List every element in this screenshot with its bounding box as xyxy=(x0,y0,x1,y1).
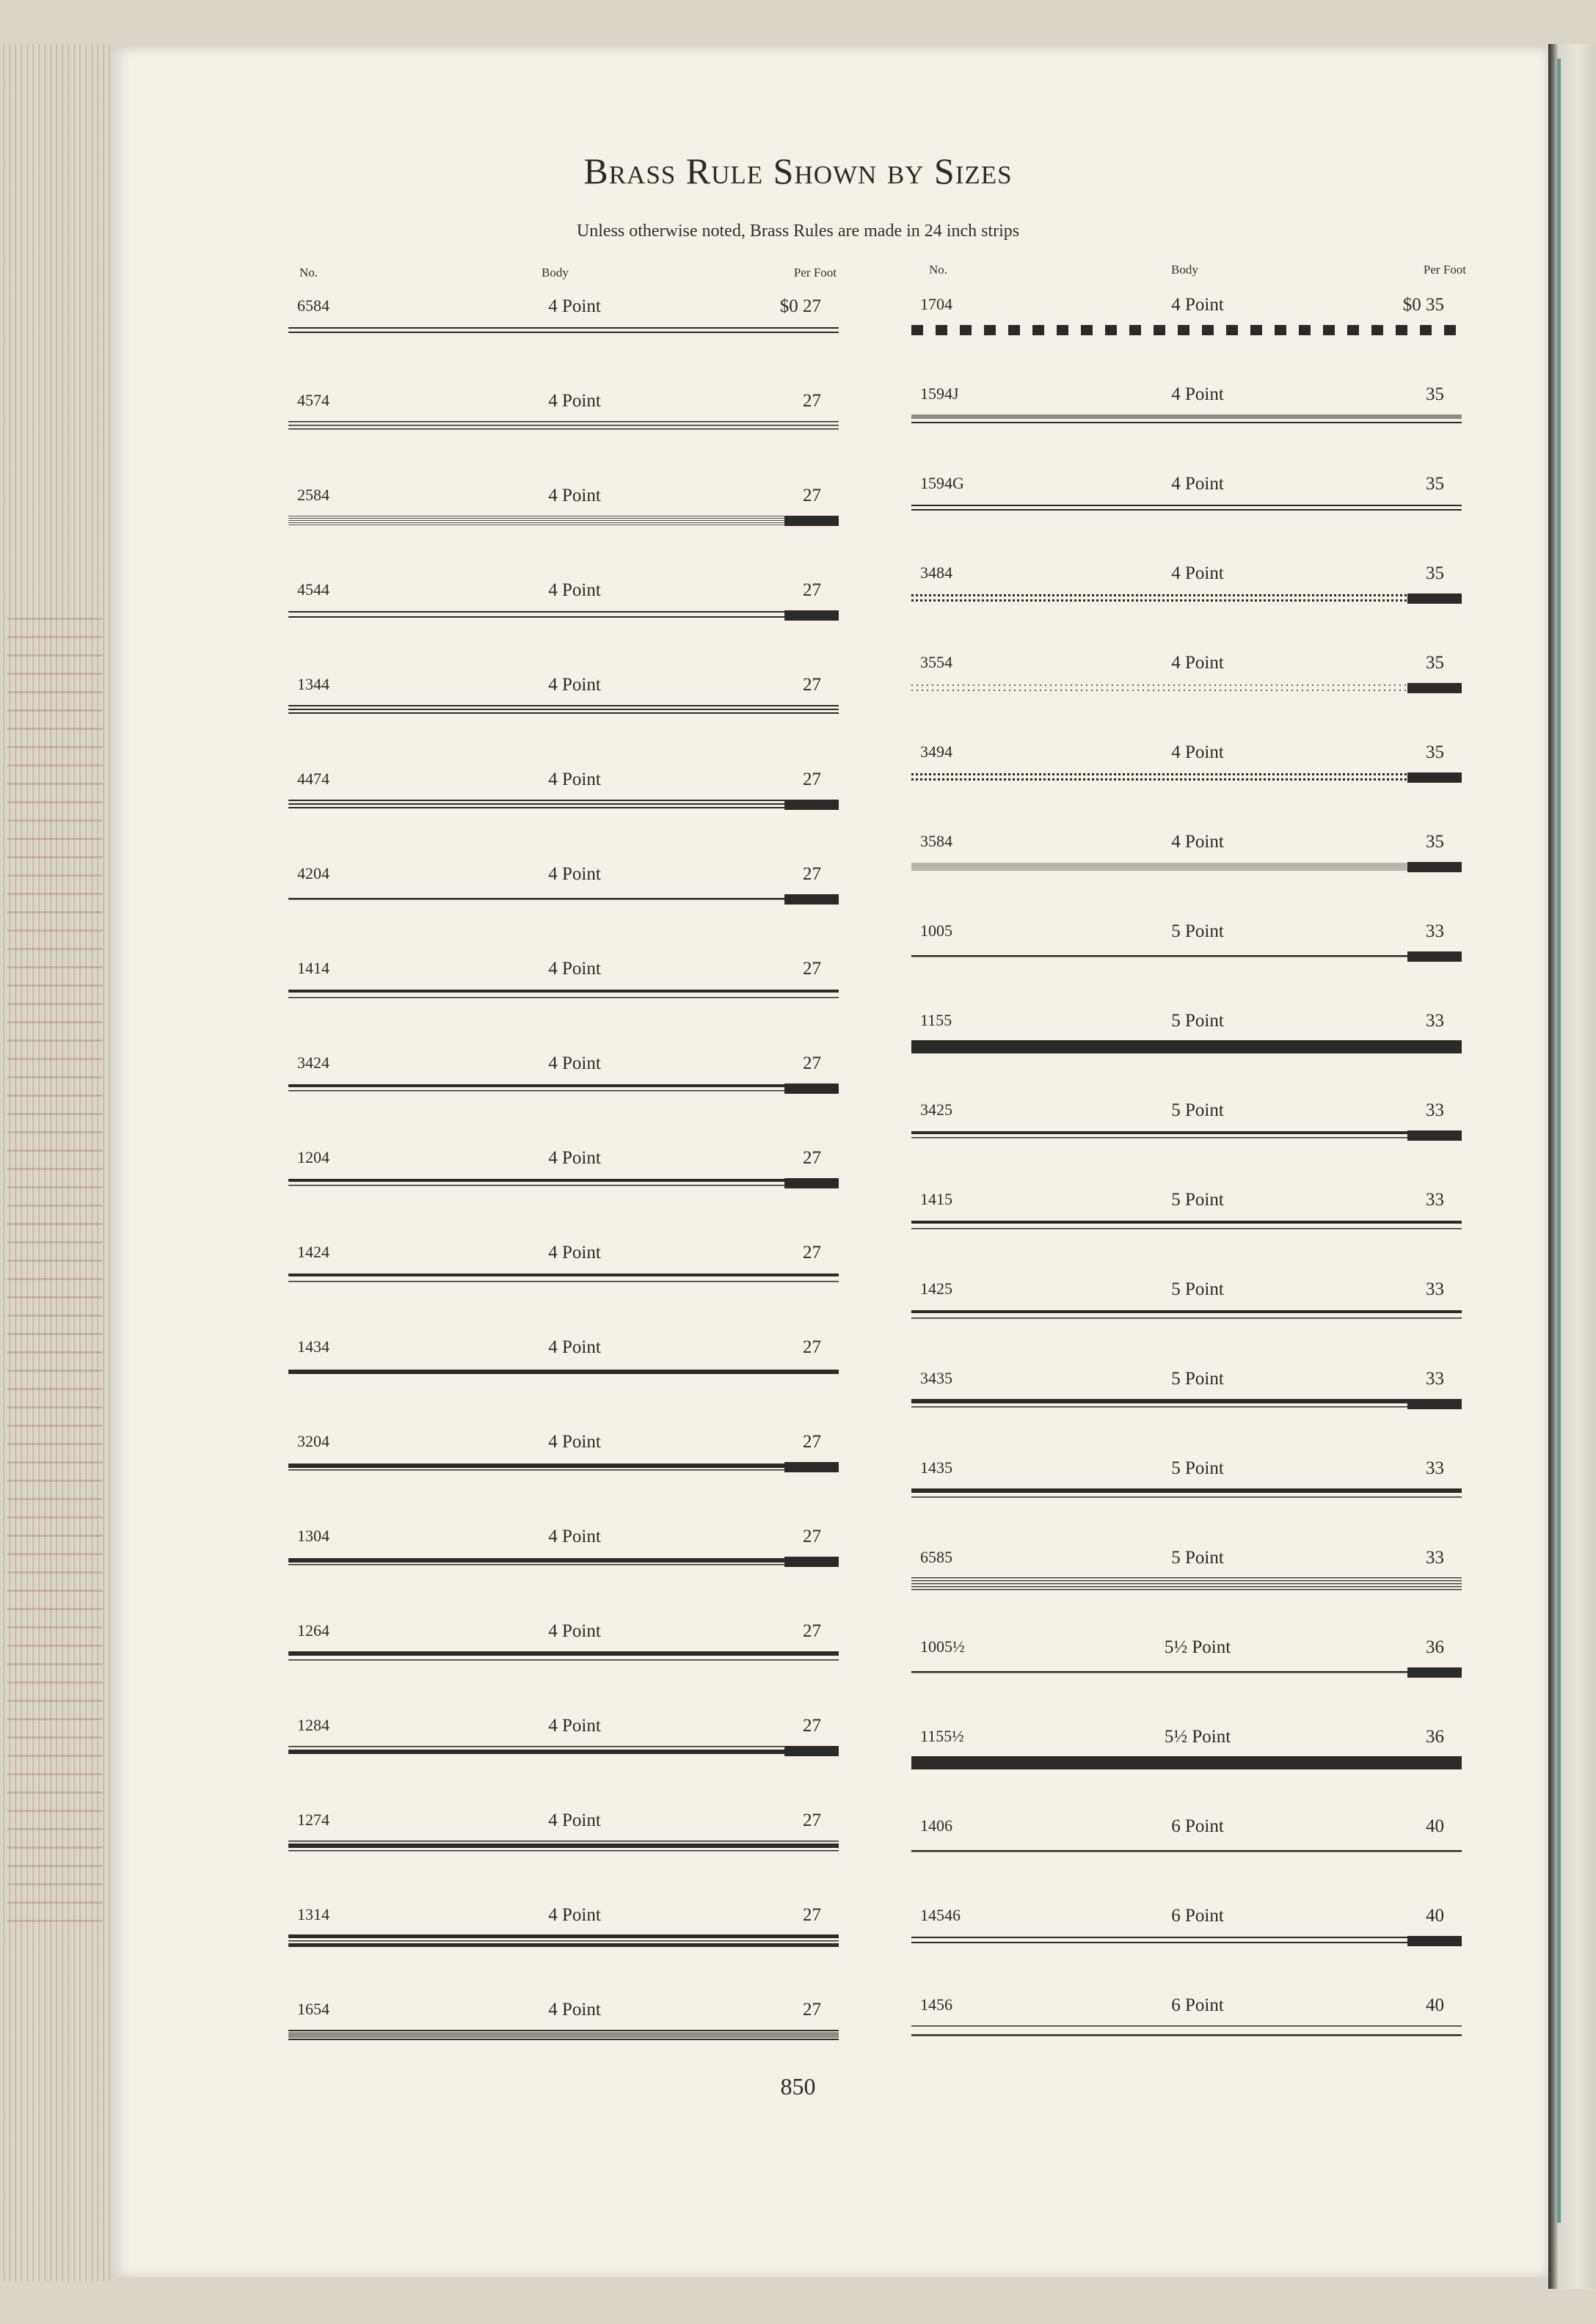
brass-rule-sample xyxy=(911,860,1462,876)
rule-body-size: 5 Point xyxy=(1171,1458,1224,1478)
rule-price-per-foot: 27 xyxy=(803,1716,821,1736)
rule-body-size: 5 Point xyxy=(1171,921,1224,941)
brass-rule-sample xyxy=(288,2028,839,2044)
rule-body-size: 4 Point xyxy=(1171,384,1224,404)
rule-price-per-foot: 27 xyxy=(803,1053,821,1073)
brass-rule-sample xyxy=(911,1307,1462,1323)
rule-body-size: 6 Point xyxy=(1171,1995,1224,2015)
rule-body-size: 4 Point xyxy=(548,1527,601,1546)
brass-rule-sample xyxy=(911,1397,1462,1413)
rule-number: 3494 xyxy=(920,742,952,761)
rule-number: 2584 xyxy=(297,486,329,504)
rule-number: 1414 xyxy=(297,959,329,977)
rule-number: 1415 xyxy=(920,1190,952,1208)
brass-rule-sample xyxy=(288,987,839,1003)
facing-page-edge xyxy=(1548,44,1596,2289)
rule-entry xyxy=(911,1458,1462,1502)
rule-price-per-foot: 27 xyxy=(803,1527,821,1546)
brass-rule-sample xyxy=(911,502,1462,518)
rule-body-size: 4 Point xyxy=(548,1432,601,1452)
rule-entry xyxy=(288,1432,839,1476)
rule-number: 4574 xyxy=(297,391,329,409)
brass-rule-sample xyxy=(911,1128,1462,1144)
rule-price-per-foot: 35 xyxy=(1426,384,1444,404)
brass-rule-sample xyxy=(911,770,1462,786)
rule-price-per-foot: 33 xyxy=(1426,1279,1444,1299)
rule-number: 1434 xyxy=(297,1337,329,1356)
rule-price-per-foot: $0 27 xyxy=(779,296,821,316)
brass-rule-sample xyxy=(288,892,839,908)
rule-entry xyxy=(288,1527,839,1571)
page-title: Brass Rule Shown by Sizes xyxy=(583,150,1013,191)
brass-rule-sample xyxy=(288,514,839,530)
rule-entry xyxy=(288,580,839,624)
rule-number: 1005 xyxy=(920,921,952,940)
brass-rule-sample xyxy=(911,591,1462,607)
rule-number: 3424 xyxy=(297,1053,329,1072)
brass-rule-sample xyxy=(911,323,1462,339)
rule-price-per-foot: 33 xyxy=(1426,1190,1444,1210)
rule-price-per-foot: 33 xyxy=(1426,1100,1444,1120)
rule-entry xyxy=(911,1816,1462,1860)
brass-rule-sample xyxy=(288,1460,839,1476)
rule-entry xyxy=(288,1621,839,1665)
rule-number: 1425 xyxy=(920,1279,952,1298)
rule-body-size: 4 Point xyxy=(1171,653,1224,673)
rule-entry xyxy=(911,1011,1462,1055)
rule-body-size: 4 Point xyxy=(548,1716,601,1736)
rule-number: 1314 xyxy=(297,1905,329,1923)
rule-body-size: 5½ Point xyxy=(1164,1637,1231,1657)
rule-entry xyxy=(911,563,1462,607)
rule-body-size: 4 Point xyxy=(548,1905,601,1925)
rule-body-size: 4 Point xyxy=(548,580,601,600)
rule-price-per-foot: 27 xyxy=(803,1621,821,1641)
rule-price-per-foot: 27 xyxy=(803,2000,821,2020)
rule-entry xyxy=(911,1727,1462,1771)
rule-body-size: 5 Point xyxy=(1171,1011,1224,1031)
brass-rule-sample xyxy=(911,1576,1462,1592)
rule-body-size: 4 Point xyxy=(1171,295,1224,315)
rule-price-per-foot: 33 xyxy=(1426,1548,1444,1568)
rule-body-size: 5 Point xyxy=(1171,1279,1224,1299)
brass-rule-sample xyxy=(288,1838,839,1855)
brass-rule-sample xyxy=(288,608,839,624)
rule-number: 1155½ xyxy=(920,1727,964,1745)
rule-body-size: 4 Point xyxy=(548,1243,601,1263)
rule-body-size: 4 Point xyxy=(548,675,601,695)
rule-price-per-foot: 33 xyxy=(1426,921,1444,941)
rule-number: 14546 xyxy=(920,1906,961,1924)
rule-price-per-foot: 27 xyxy=(803,486,821,505)
rule-number: 1274 xyxy=(297,1810,329,1829)
page-edges xyxy=(0,44,110,2281)
brass-rule-sample xyxy=(288,1744,839,1760)
brass-rule-sample xyxy=(911,2023,1462,2039)
rule-price-per-foot: 27 xyxy=(803,864,821,884)
rule-body-size: 4 Point xyxy=(548,770,601,789)
rule-entry xyxy=(911,1548,1462,1592)
rule-entry xyxy=(288,391,839,435)
rule-entry xyxy=(288,1810,839,1855)
brass-rule-sample xyxy=(911,681,1462,697)
rule-entry xyxy=(288,1148,839,1192)
left-column-header xyxy=(291,266,841,283)
rule-number: 1456 xyxy=(920,1995,952,2014)
rule-number: 4474 xyxy=(297,770,329,788)
rule-entry xyxy=(911,384,1462,428)
rule-number: 6585 xyxy=(920,1548,952,1566)
brass-rule-sample xyxy=(288,1176,839,1192)
rule-body-size: 4 Point xyxy=(548,864,601,884)
rule-price-per-foot: 35 xyxy=(1426,474,1444,494)
rule-number: 6584 xyxy=(297,296,329,315)
rule-price-per-foot: 27 xyxy=(803,675,821,695)
rule-body-size: 5 Point xyxy=(1171,1100,1224,1120)
rule-entry xyxy=(288,770,839,814)
brass-rule-sample xyxy=(911,1218,1462,1234)
brass-rule-sample xyxy=(288,1081,839,1097)
rule-price-per-foot: 33 xyxy=(1426,1011,1444,1031)
rule-number: 1284 xyxy=(297,1716,329,1734)
page-number: 850 xyxy=(780,2073,816,2100)
binding-strip xyxy=(1557,59,1561,2223)
rule-price-per-foot: 27 xyxy=(803,1432,821,1452)
rule-price-per-foot: 33 xyxy=(1426,1369,1444,1389)
rule-number: 1654 xyxy=(297,2000,329,2018)
brass-rule-sample xyxy=(911,1755,1462,1771)
rule-body-size: 4 Point xyxy=(1171,563,1224,583)
rule-entry xyxy=(911,832,1462,876)
brass-rule-sample xyxy=(288,1554,839,1571)
rule-number: 3554 xyxy=(920,653,952,671)
rule-price-per-foot: 27 xyxy=(803,770,821,789)
brass-rule-sample xyxy=(911,1039,1462,1055)
rule-price-per-foot: 27 xyxy=(803,1810,821,1830)
rule-body-size: 4 Point xyxy=(548,1337,601,1357)
rule-number: 1594J xyxy=(920,384,959,403)
rule-number: 1435 xyxy=(920,1458,952,1477)
brass-rule-sample xyxy=(911,1934,1462,1950)
rule-entry xyxy=(288,959,839,1003)
rule-number: 3584 xyxy=(920,832,952,850)
rule-entry xyxy=(911,653,1462,697)
brass-rule-sample xyxy=(911,1844,1462,1860)
header-per-foot: Per Foot xyxy=(793,266,837,279)
rule-entry xyxy=(288,1053,839,1097)
rule-price-per-foot: 27 xyxy=(803,1905,821,1925)
rule-entry xyxy=(911,1906,1462,1950)
rule-entry xyxy=(288,1243,839,1287)
rule-entry xyxy=(288,675,839,719)
rule-price-per-foot: 36 xyxy=(1426,1727,1444,1747)
rule-price-per-foot: 27 xyxy=(803,580,821,600)
header-no: No. xyxy=(299,266,318,279)
rule-entry xyxy=(288,864,839,908)
brass-rule-sample xyxy=(288,1933,839,1949)
rule-entry xyxy=(911,1100,1462,1144)
brass-rule-sample xyxy=(911,412,1462,428)
rule-number: 1155 xyxy=(920,1011,952,1029)
rule-entry xyxy=(288,296,839,340)
rule-entry xyxy=(911,1637,1462,1681)
header-body: Body xyxy=(1171,263,1198,277)
rule-body-size: 5 Point xyxy=(1171,1548,1224,1568)
rule-body-size: 4 Point xyxy=(548,1810,601,1830)
rule-number: 1344 xyxy=(297,675,329,693)
page-subtitle: Unless otherwise noted, Brass Rules are made in 24 inch strips xyxy=(576,222,1020,241)
rule-price-per-foot: $0 35 xyxy=(1402,295,1444,315)
rule-number: 1304 xyxy=(297,1527,329,1545)
rule-price-per-foot: 35 xyxy=(1426,742,1444,762)
header-per-foot: Per Foot xyxy=(1423,263,1466,277)
rule-number: 4204 xyxy=(297,864,329,883)
rule-number: 1704 xyxy=(920,295,952,313)
rule-price-per-foot: 27 xyxy=(803,959,821,979)
rule-price-per-foot: 35 xyxy=(1426,653,1444,673)
brass-rule-sample xyxy=(288,324,839,340)
rule-body-size: 4 Point xyxy=(548,1148,601,1168)
rule-price-per-foot: 40 xyxy=(1426,1995,1444,2015)
rule-number: 1594G xyxy=(920,474,964,492)
rule-number: 1005½ xyxy=(920,1637,965,1656)
rule-price-per-foot: 33 xyxy=(1426,1458,1444,1478)
rule-entry xyxy=(911,1369,1462,1413)
brass-rule-sample xyxy=(288,703,839,719)
rule-entry xyxy=(288,2000,839,2044)
rule-body-size: 4 Point xyxy=(548,486,601,505)
rule-entry xyxy=(911,1279,1462,1323)
rule-number: 3484 xyxy=(920,563,952,582)
rule-number: 1424 xyxy=(297,1243,329,1261)
rule-number: 1406 xyxy=(920,1816,952,1835)
brass-rule-sample xyxy=(288,1365,839,1381)
rule-number: 4544 xyxy=(297,580,329,599)
rule-body-size: 4 Point xyxy=(1171,832,1224,852)
rule-entry xyxy=(288,486,839,530)
rule-price-per-foot: 40 xyxy=(1426,1906,1444,1926)
brass-rule-sample xyxy=(288,1649,839,1665)
rule-body-size: 4 Point xyxy=(1171,474,1224,494)
rule-entry xyxy=(911,295,1462,339)
rule-number: 3425 xyxy=(920,1100,952,1119)
rule-number: 1204 xyxy=(297,1148,329,1166)
rule-body-size: 4 Point xyxy=(548,959,601,979)
rule-price-per-foot: 35 xyxy=(1426,563,1444,583)
brass-rule-sample xyxy=(288,1271,839,1287)
brass-rule-sample xyxy=(911,1486,1462,1502)
brass-rule-sample xyxy=(288,419,839,435)
brass-rule-sample xyxy=(911,949,1462,965)
rule-price-per-foot: 36 xyxy=(1426,1637,1444,1657)
right-column-header xyxy=(920,263,1471,280)
brass-rule-sample xyxy=(288,797,839,814)
brass-rule-sample xyxy=(911,1665,1462,1681)
rule-number: 3204 xyxy=(297,1432,329,1450)
rule-entry xyxy=(911,921,1462,965)
rule-price-per-foot: 27 xyxy=(803,1148,821,1168)
rule-price-per-foot: 27 xyxy=(803,391,821,411)
rule-price-per-foot: 27 xyxy=(803,1337,821,1357)
rule-number: 1264 xyxy=(297,1621,329,1640)
rule-entry xyxy=(288,1716,839,1760)
rule-price-per-foot: 35 xyxy=(1426,832,1444,852)
rule-body-size: 4 Point xyxy=(548,391,601,411)
rule-body-size: 4 Point xyxy=(548,296,601,316)
rule-entry xyxy=(288,1337,839,1381)
header-body: Body xyxy=(542,266,569,279)
rule-number: 3435 xyxy=(920,1369,952,1387)
rule-entry xyxy=(911,742,1462,786)
rule-entry xyxy=(911,474,1462,518)
rule-body-size: 5 Point xyxy=(1171,1190,1224,1210)
rule-body-size: 6 Point xyxy=(1171,1816,1224,1836)
header-no: No. xyxy=(929,263,948,277)
rule-body-size: 4 Point xyxy=(1171,742,1224,762)
rule-body-size: 5½ Point xyxy=(1164,1727,1231,1747)
rule-entry xyxy=(911,1995,1462,2039)
rule-price-per-foot: 40 xyxy=(1426,1816,1444,1836)
rule-body-size: 4 Point xyxy=(548,1053,601,1073)
rule-price-per-foot: 27 xyxy=(803,1243,821,1263)
rule-body-size: 6 Point xyxy=(1171,1906,1224,1926)
rule-entry xyxy=(911,1190,1462,1234)
rule-body-size: 4 Point xyxy=(548,2000,601,2020)
rule-body-size: 5 Point xyxy=(1171,1369,1224,1389)
rule-body-size: 4 Point xyxy=(548,1621,601,1641)
rule-entry xyxy=(288,1905,839,1949)
